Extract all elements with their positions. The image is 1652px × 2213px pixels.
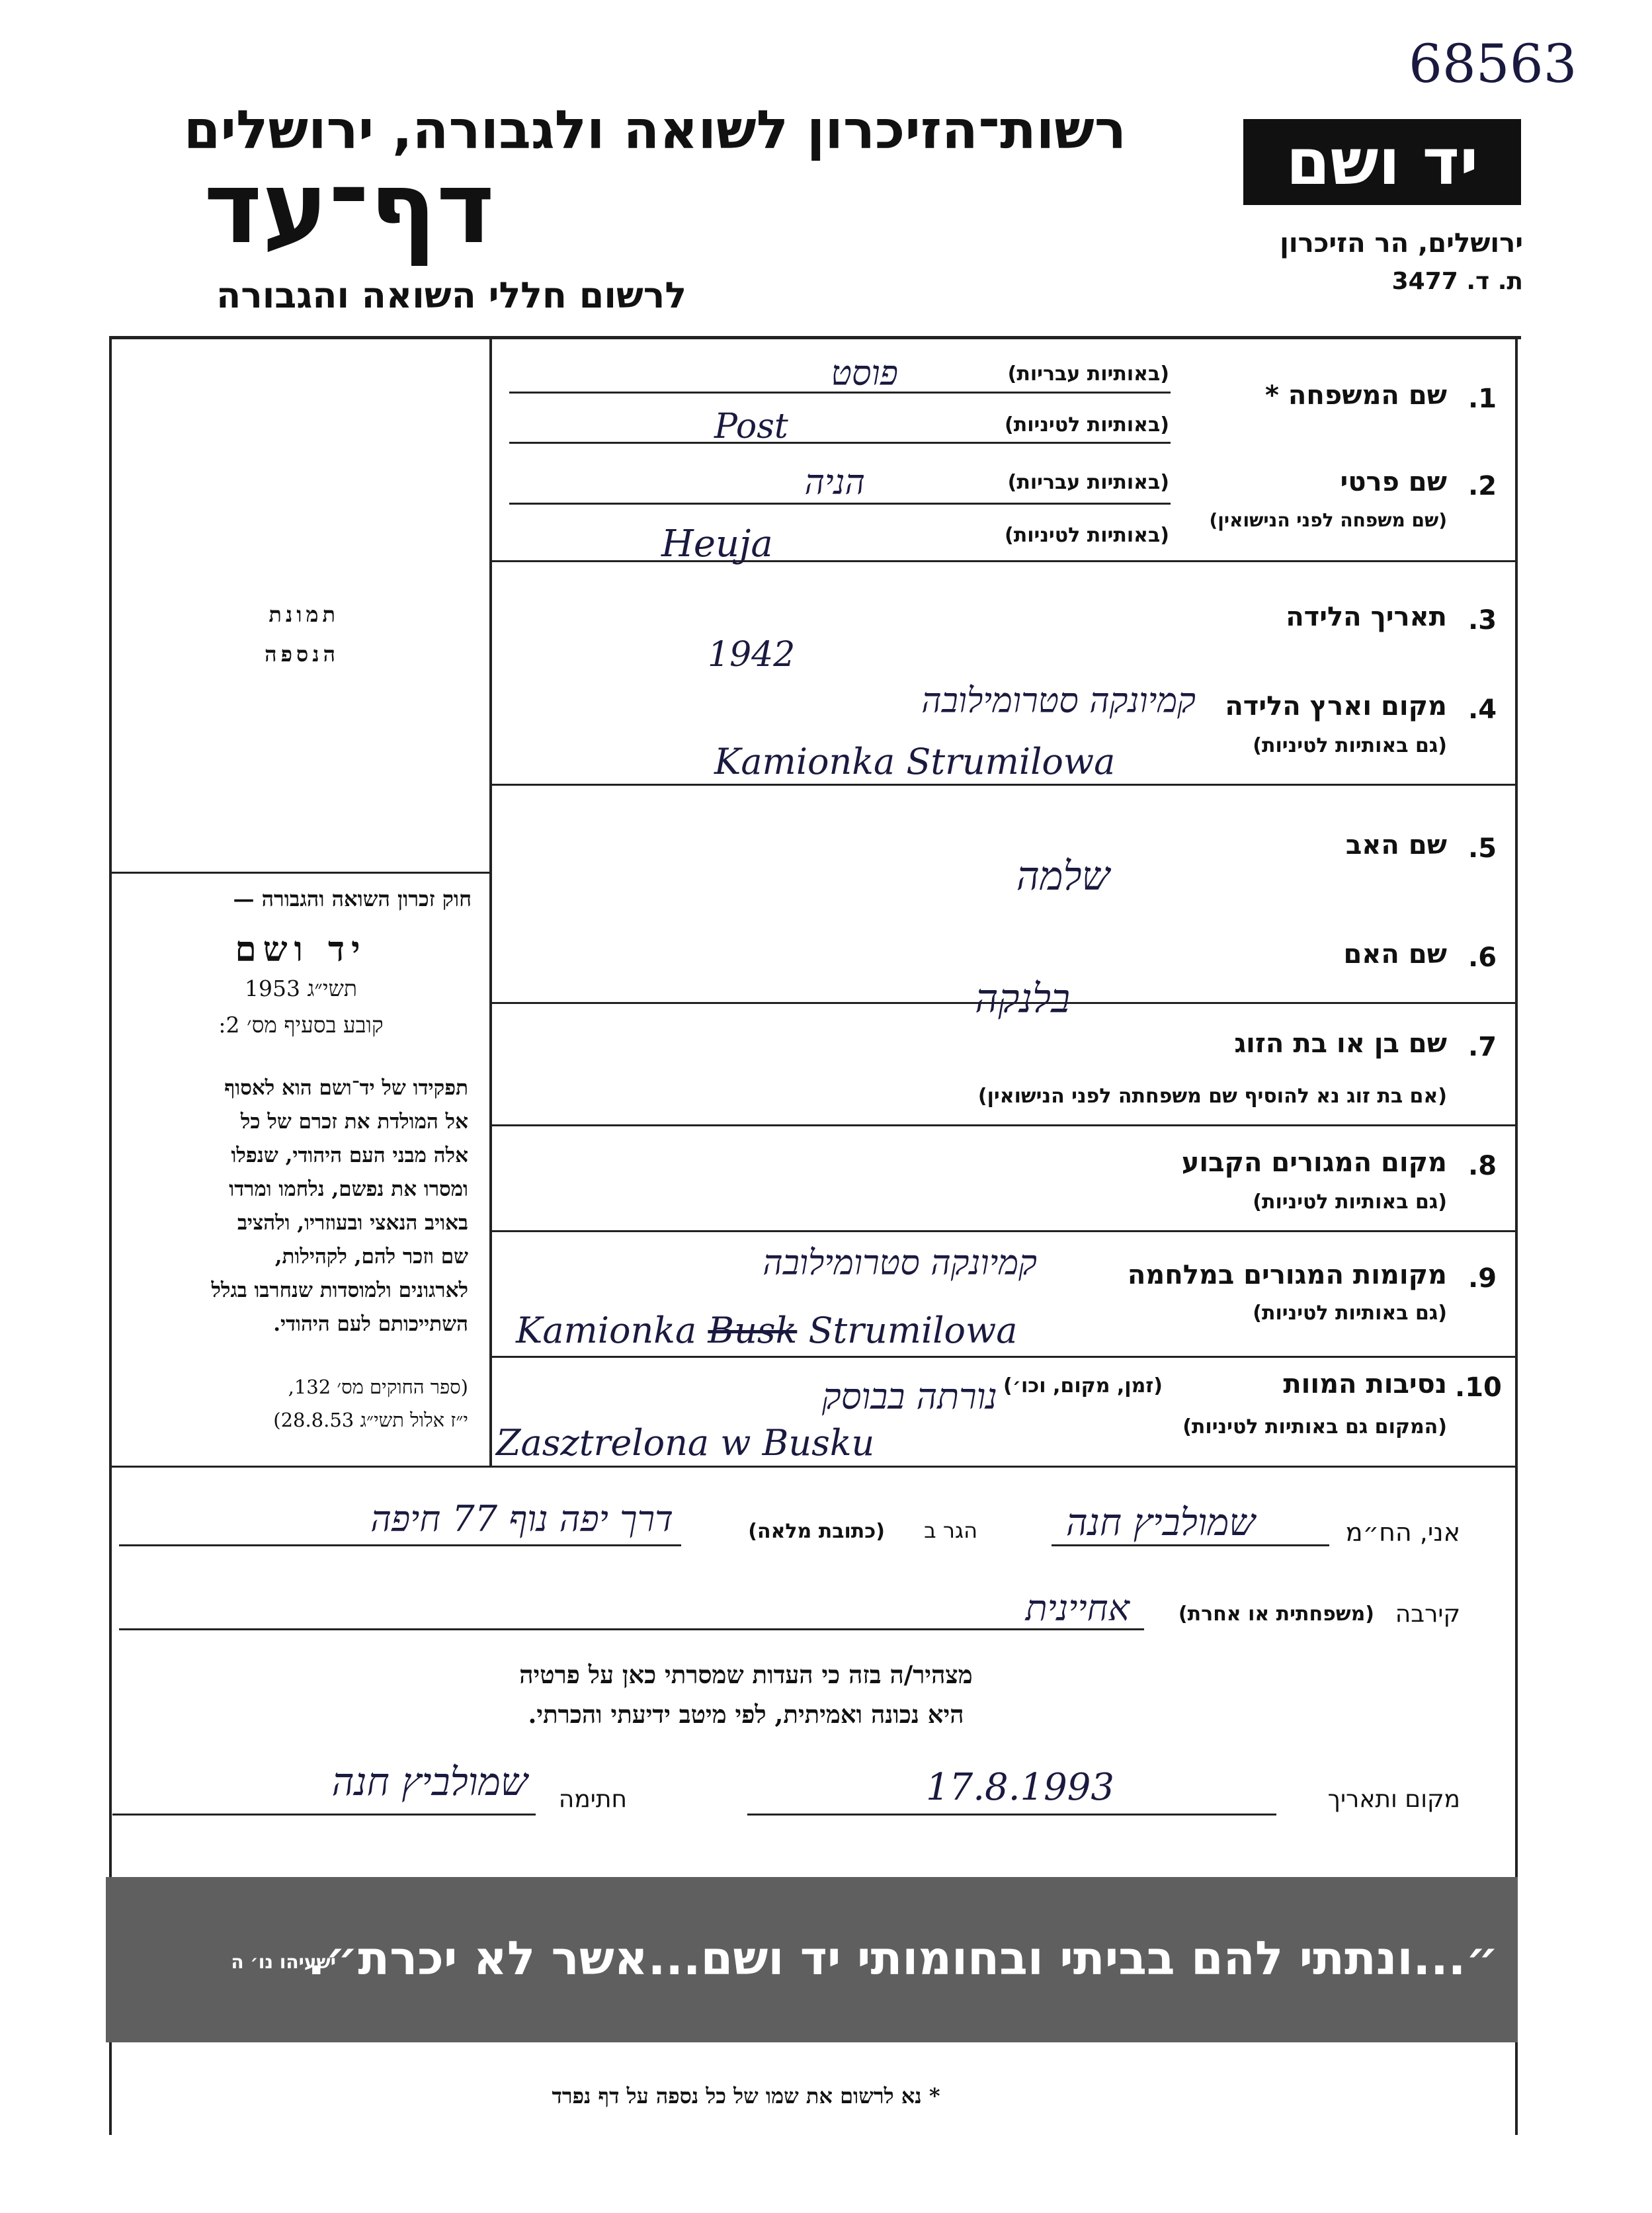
photo-label-1: תמונת (268, 602, 339, 627)
field-9-value-lat-struck: Busk (708, 1310, 798, 1351)
field-2-value-lat: Heuja (661, 522, 773, 565)
sep-6 (491, 1356, 1517, 1358)
law-line: השתייכותם לעם היהודי. (273, 1312, 468, 1336)
field-7-label: שם בן או בת הזוג (1234, 1028, 1447, 1059)
field-9-value-lat-b: Strumilowa (808, 1310, 1018, 1351)
field-2-label: שם פרטי (1340, 467, 1447, 497)
photo-label-2: הנספה (265, 642, 339, 667)
field-8-note: (גם באותיות לטיניות) (1253, 1190, 1447, 1214)
field-5-value: שלמה (1016, 853, 1110, 899)
law-line: תפקידו של יד־ושם הוא לאסוף (224, 1076, 468, 1100)
field-2-line-he (509, 503, 1171, 505)
banner-quote: ״...ונתתי להם בביתי ובחומותי יד ושם...אשר לא יכרת״. (308, 1931, 1499, 1985)
law-line: לארגונים ולמוסדות שנחרבו בגלל (211, 1278, 468, 1302)
field-1-hint-lat: (באותיות לטיניות) (1005, 413, 1169, 437)
relation-label: קירבה (1395, 1601, 1460, 1628)
field-4-num: .4 (1468, 694, 1497, 725)
law-line: ומסרו את נפשם, נלחמו ומרדו (229, 1177, 468, 1201)
authority-title: רשות־הזיכרון לשואה ולגבורה, ירושלים (183, 99, 1126, 161)
law-ref-1: (ספר החוקים מס׳ 132, (288, 1376, 468, 1398)
field-2-hint-he: (באותיות עבריות) (1007, 471, 1169, 494)
field-7-num: .7 (1468, 1032, 1497, 1062)
law-line: אל המולדת את זכרם של כל (240, 1110, 468, 1134)
field-8-label: מקום המגורים הקבוע (1181, 1148, 1447, 1178)
field-3-label: תאריך הלידה (1286, 602, 1447, 632)
field-1-hint-he: (באותיות עבריות) (1007, 362, 1169, 386)
field-2-note: (שם משפחה לפני הנישואין) (1209, 509, 1447, 531)
declaration-name-value: שמולביץ חנה (1065, 1501, 1255, 1544)
place-date-line (747, 1814, 1276, 1816)
address: ירושלים, הר הזיכרון (1280, 228, 1523, 259)
field-9-note: (גם באותיות לטיניות) (1253, 1302, 1447, 1325)
field-6-value: בלנקה (975, 976, 1070, 1022)
law-text (118, 1071, 468, 1341)
sep-2 (491, 784, 1517, 786)
declaration-resident: הגר ב (924, 1518, 977, 1543)
signature-value: שמולביץ חנה (331, 1759, 528, 1804)
signature-label: חתימה (558, 1786, 627, 1813)
footnote: * נא לרשום את שמו של כל נספה על דף נפרד (552, 2083, 940, 2109)
field-9-label: מקומות המגורים במלחמה (1127, 1260, 1447, 1290)
field-4-value-lat: Kamionka Strumilowa (714, 741, 1116, 782)
form-subtitle: לרשום חללי השואה והגבורה (216, 274, 686, 316)
fields-bottom (109, 1466, 1518, 1468)
field-3-num: .3 (1468, 605, 1497, 636)
law-name: יד ושם (235, 929, 367, 970)
field-4-label: מקום וארץ הלידה (1225, 691, 1447, 722)
declaration-name-line (1052, 1544, 1329, 1546)
place-date-label: מקום ותאריך (1327, 1786, 1460, 1813)
law-clause: קובע בסעיף מס׳ 2: (218, 1012, 384, 1038)
field-3-value: 1942 (708, 635, 796, 675)
pobox: ת. ד. 3477 (1391, 268, 1523, 295)
sep-5 (491, 1230, 1517, 1232)
photo-box-bottom (109, 872, 491, 874)
sep-1 (491, 560, 1517, 562)
law-line: שם וזכר להם, לקהילות, (274, 1245, 468, 1269)
law-year: תשי״ג 1953 (244, 976, 358, 1001)
field-8-num: .8 (1468, 1151, 1497, 1181)
field-10-num: .10 (1455, 1372, 1502, 1403)
field-2-num: .2 (1468, 471, 1497, 501)
law-line: אלה מבני העם היהודי, שנפלו (231, 1144, 468, 1167)
field-10-label: נסיבות המוות (1283, 1369, 1447, 1399)
column-divider (489, 336, 492, 1466)
date-value: 17.8.1993 (926, 1766, 1115, 1809)
field-7-note: (אם בת זוג נא להוסיף שם משפחתה לפני הנישואין) (977, 1085, 1447, 1108)
field-6-num: .6 (1468, 942, 1497, 973)
field-2-value-he: הניה (804, 463, 865, 503)
signature-line (112, 1814, 536, 1816)
frame-top (109, 336, 1521, 339)
declaration-ani: אני, הח״מ (1345, 1518, 1460, 1547)
form-title: דף־עד (204, 151, 495, 266)
field-9-value-he: קמיונקה סטרומילובה (763, 1243, 1037, 1283)
archive-number: 68563 (1409, 33, 1577, 95)
declaration-address-hint: (כתובת מלאה) (748, 1520, 885, 1543)
field-4-note: (גם באותיות לטיניות) (1253, 734, 1447, 757)
field-1-value-lat: Post (714, 407, 788, 446)
field-1-value-he: פוסט (831, 354, 898, 394)
frame-left (109, 336, 112, 2135)
field-1-num: .1 (1468, 384, 1497, 414)
logo-text: יד ושם (1286, 125, 1479, 199)
field-2-hint-lat: (באותיות לטיניות) (1005, 524, 1169, 547)
relation-value: אחיינית (1025, 1587, 1130, 1629)
statement-1: מצהיר/ה בזה כי העדות שמסרתי כאן על פרטיה (519, 1660, 973, 1689)
declaration-address-line (119, 1544, 681, 1546)
statement-2: היא נכונה ואמיתית, לפי מיטב ידיעתי והכרתי. (528, 1700, 964, 1729)
banner-source: ישעיהו נו׳ ה (231, 1951, 336, 1973)
field-10-value-he: נורתה בבוסק (821, 1376, 997, 1417)
law-ref-2: י״ז אלול תשי״ג 28.8.53) (273, 1409, 468, 1431)
field-5-label: שם האב (1345, 830, 1447, 860)
field-4-value-he: קמיונקה סטרומילובה (921, 681, 1196, 721)
law-title: חוק זכרון השואה והגבורה — (233, 886, 472, 911)
field-6-label: שם האם (1343, 939, 1447, 970)
relation-hint: (משפחתית או אחרת) (1178, 1603, 1374, 1626)
field-1-label: שם המשפחה * (1265, 380, 1447, 411)
field-9-num: .9 (1468, 1263, 1497, 1294)
field-9-value-lat (516, 1310, 1017, 1351)
field-10-value-lat: Zasztrelona w Busku (496, 1422, 875, 1464)
field-9-value-lat-a: Kamionka (516, 1310, 697, 1351)
law-line: באויב הנאצי ובעוזריו, ולהציב (237, 1211, 468, 1235)
frame-right (1515, 336, 1518, 2135)
field-1-line-lat (509, 442, 1171, 444)
field-10-note: (המקום גם באותיות לטיניות) (1182, 1415, 1447, 1439)
field-5-num: .5 (1468, 833, 1497, 864)
sep-4 (491, 1124, 1517, 1126)
field-10-hint: (זמן, מקום, וכו׳) (1003, 1374, 1163, 1398)
yad-vashem-logo (1243, 119, 1521, 205)
declaration-address-value: דרך יפה נוף 77 חיפה (370, 1498, 673, 1540)
